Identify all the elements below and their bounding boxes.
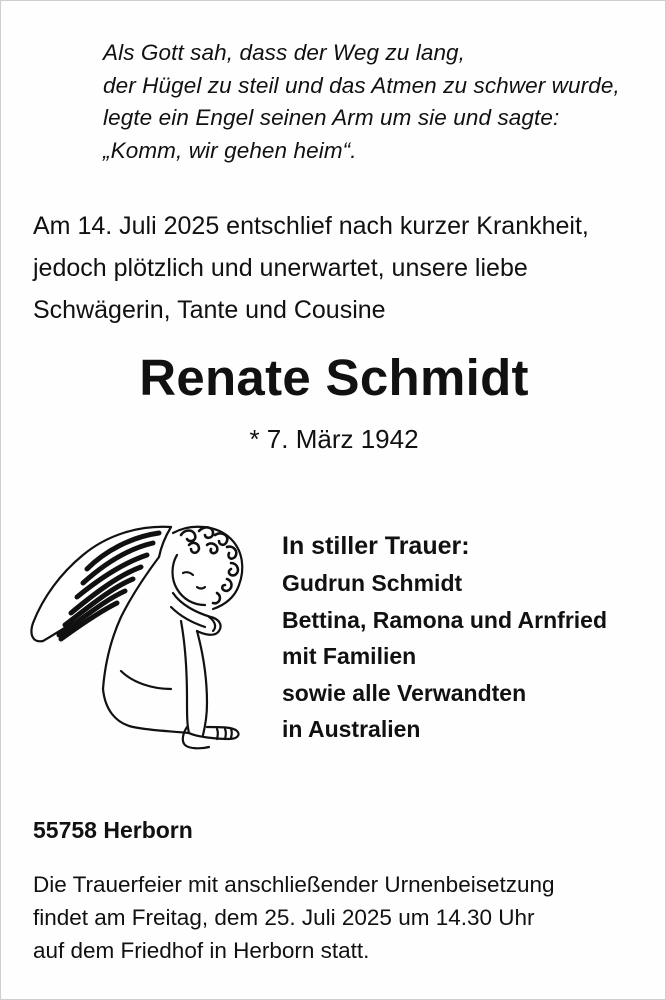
- poem-line: Als Gott sah, dass der Weg zu lang,: [103, 40, 466, 65]
- mourner-item: Gudrun Schmidt: [282, 570, 463, 596]
- mourner-item: Bettina, Ramona und Arnfried: [282, 606, 607, 633]
- intro-line: Schwägerin, Tante und Cousine: [33, 296, 386, 324]
- sleeping-angel-icon: [21, 513, 271, 763]
- intro-text: [33, 205, 653, 331]
- mourner-item: sowie alle Verwandten: [282, 679, 527, 706]
- poem-line: der Hügel zu steil und das Atmen zu schwer wurde,: [103, 72, 620, 98]
- intro-line: jedoch plötzlich und unerwartet, unsere liebe: [33, 254, 528, 282]
- mourner-item: in Australien: [282, 716, 421, 742]
- service-line: auf dem Friedhof in Herborn statt.: [33, 938, 370, 963]
- deceased-name: Renate Schmidt: [139, 349, 529, 406]
- service-line: findet am Freitag, dem 25. Juli 2025 um 14.30 Uhr: [33, 905, 535, 930]
- service-info: [33, 868, 653, 967]
- poem: [103, 37, 643, 167]
- mourners-list: [282, 527, 662, 748]
- birth-date: * 7. März 1942: [249, 424, 419, 454]
- mourner-item: mit Familien: [282, 643, 417, 669]
- service-line: Die Trauerfeier mit anschließender Urnenbeisetzung: [33, 872, 555, 897]
- poem-line: legte ein Engel seinen Arm um sie und sagte:: [103, 105, 560, 130]
- location: 55758 Herborn: [33, 817, 193, 843]
- intro-line: Am 14. Juli 2025 entschlief nach kurzer Krankheit,: [33, 212, 589, 240]
- mourners-heading: In stiller Trauer:: [282, 532, 470, 560]
- poem-line: „Komm, wir gehen heim“.: [103, 137, 357, 163]
